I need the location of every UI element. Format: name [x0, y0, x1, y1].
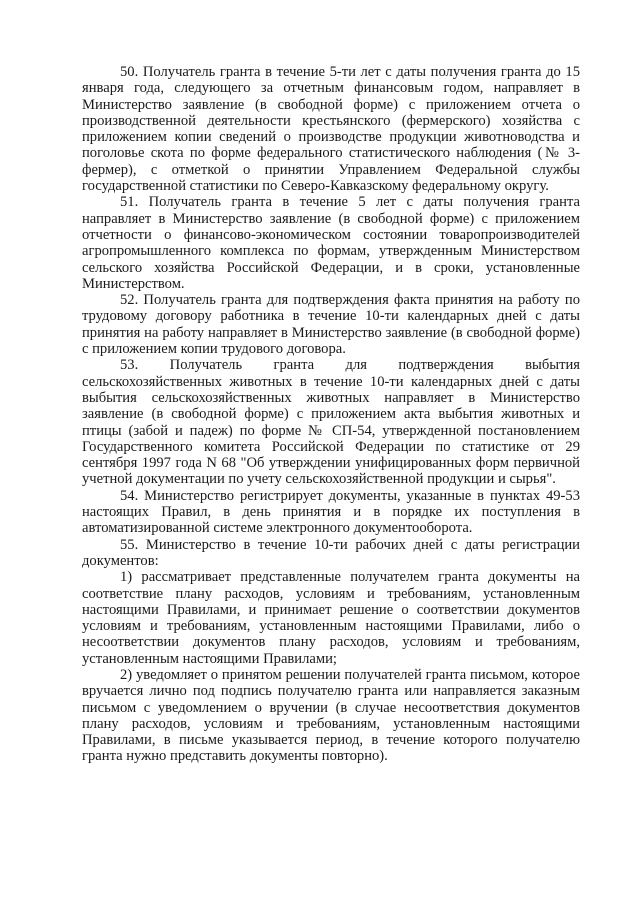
paragraph-54: 54. Министерство регистрирует документы, указанные в пунктах 49-53 настоящих Правил, в день принятия и в порядке их поступления в автоматизированной системе электронного документооборота. — [82, 487, 580, 537]
paragraph-53: 53. Получатель гранта для подтверждения выбытия сельскохозяйственных животных в течение 10-ти календарных дней с даты выбытия сельскохозяйственных животных направляет в Министерство заявление (в свободной форме) с приложением акта выбытия животных и птицы (забой и падеж) по форме № СП-54, утвержденной постановлением Государственного комитета Российской Федерации по статистике от 29 сентября 1997 года N 68 "Об утверждении унифицированных форм первичной учетной документации по учету сельскохозяйственной продукции и сырья". — [82, 357, 580, 488]
document-page — [82, 64, 580, 765]
paragraph-50: 50. Получатель гранта в течение 5-ти лет с даты получения гранта до 15 января года, следующего за отчетным финансовым годом, направляет в Министерство заявление (в свободной форме) с приложением отчета о производственной деятельности крестьянского (фермерского) хозяйства с приложением копии сведений о производстве продукции животноводства и поголовье скота по форме федерального статистического наблюдения (№ 3-фермер), с отметкой о принятии Управлением Федеральной службы государственной статистики по Северо-Кавказскому федеральному округу. — [82, 64, 580, 195]
paragraph-55-item-2: 2) уведомляет о принятом решении получателей гранта письмом, которое вручается лично под подпись получателю гранта или направляется заказным письмом с уведомлением о вручении (в случае несоответствия документов плану расходов, условиям и требованиям, установленным настоящими Правилами, в письме указывается период, в течение которого получателю гранта нужно представить документы повторно). — [82, 666, 580, 765]
paragraph-55-item-1: 1) рассматривает представленные получателем гранта документы на соответствие плану расходов, условиям и требованиям, установленным настоящими Правилами, и принимает решение о соответствии документов условиям и требованиям, установленным настоящими Правилами, либо о несоответствии документов плану расходов, условиям и требованиям, установленным настоящими Правилами; — [82, 569, 580, 667]
paragraph-55: 55. Министерство в течение 10-ти рабочих дней с даты регистрации документов: — [82, 536, 580, 569]
paragraph-52: 52. Получатель гранта для подтверждения факта принятия на работу по трудовому договору работника в течение 10-ти календарных дней с даты принятия на работу направляет в Министерство заявление (в свободной форме) с приложением копии трудового договора. — [82, 292, 580, 358]
paragraph-51: 51. Получатель гранта в течение 5 лет с даты получения гранта направляет в Министерство заявление (в свободной форме) с приложением отчетности о финансово-экономическом состоянии товаропроизводителей агропромышленного комплекса по формам, утвержденным Министерством сельского хозяйства Российской Федерации, и в сроки, установленные Министерством. — [82, 194, 580, 292]
